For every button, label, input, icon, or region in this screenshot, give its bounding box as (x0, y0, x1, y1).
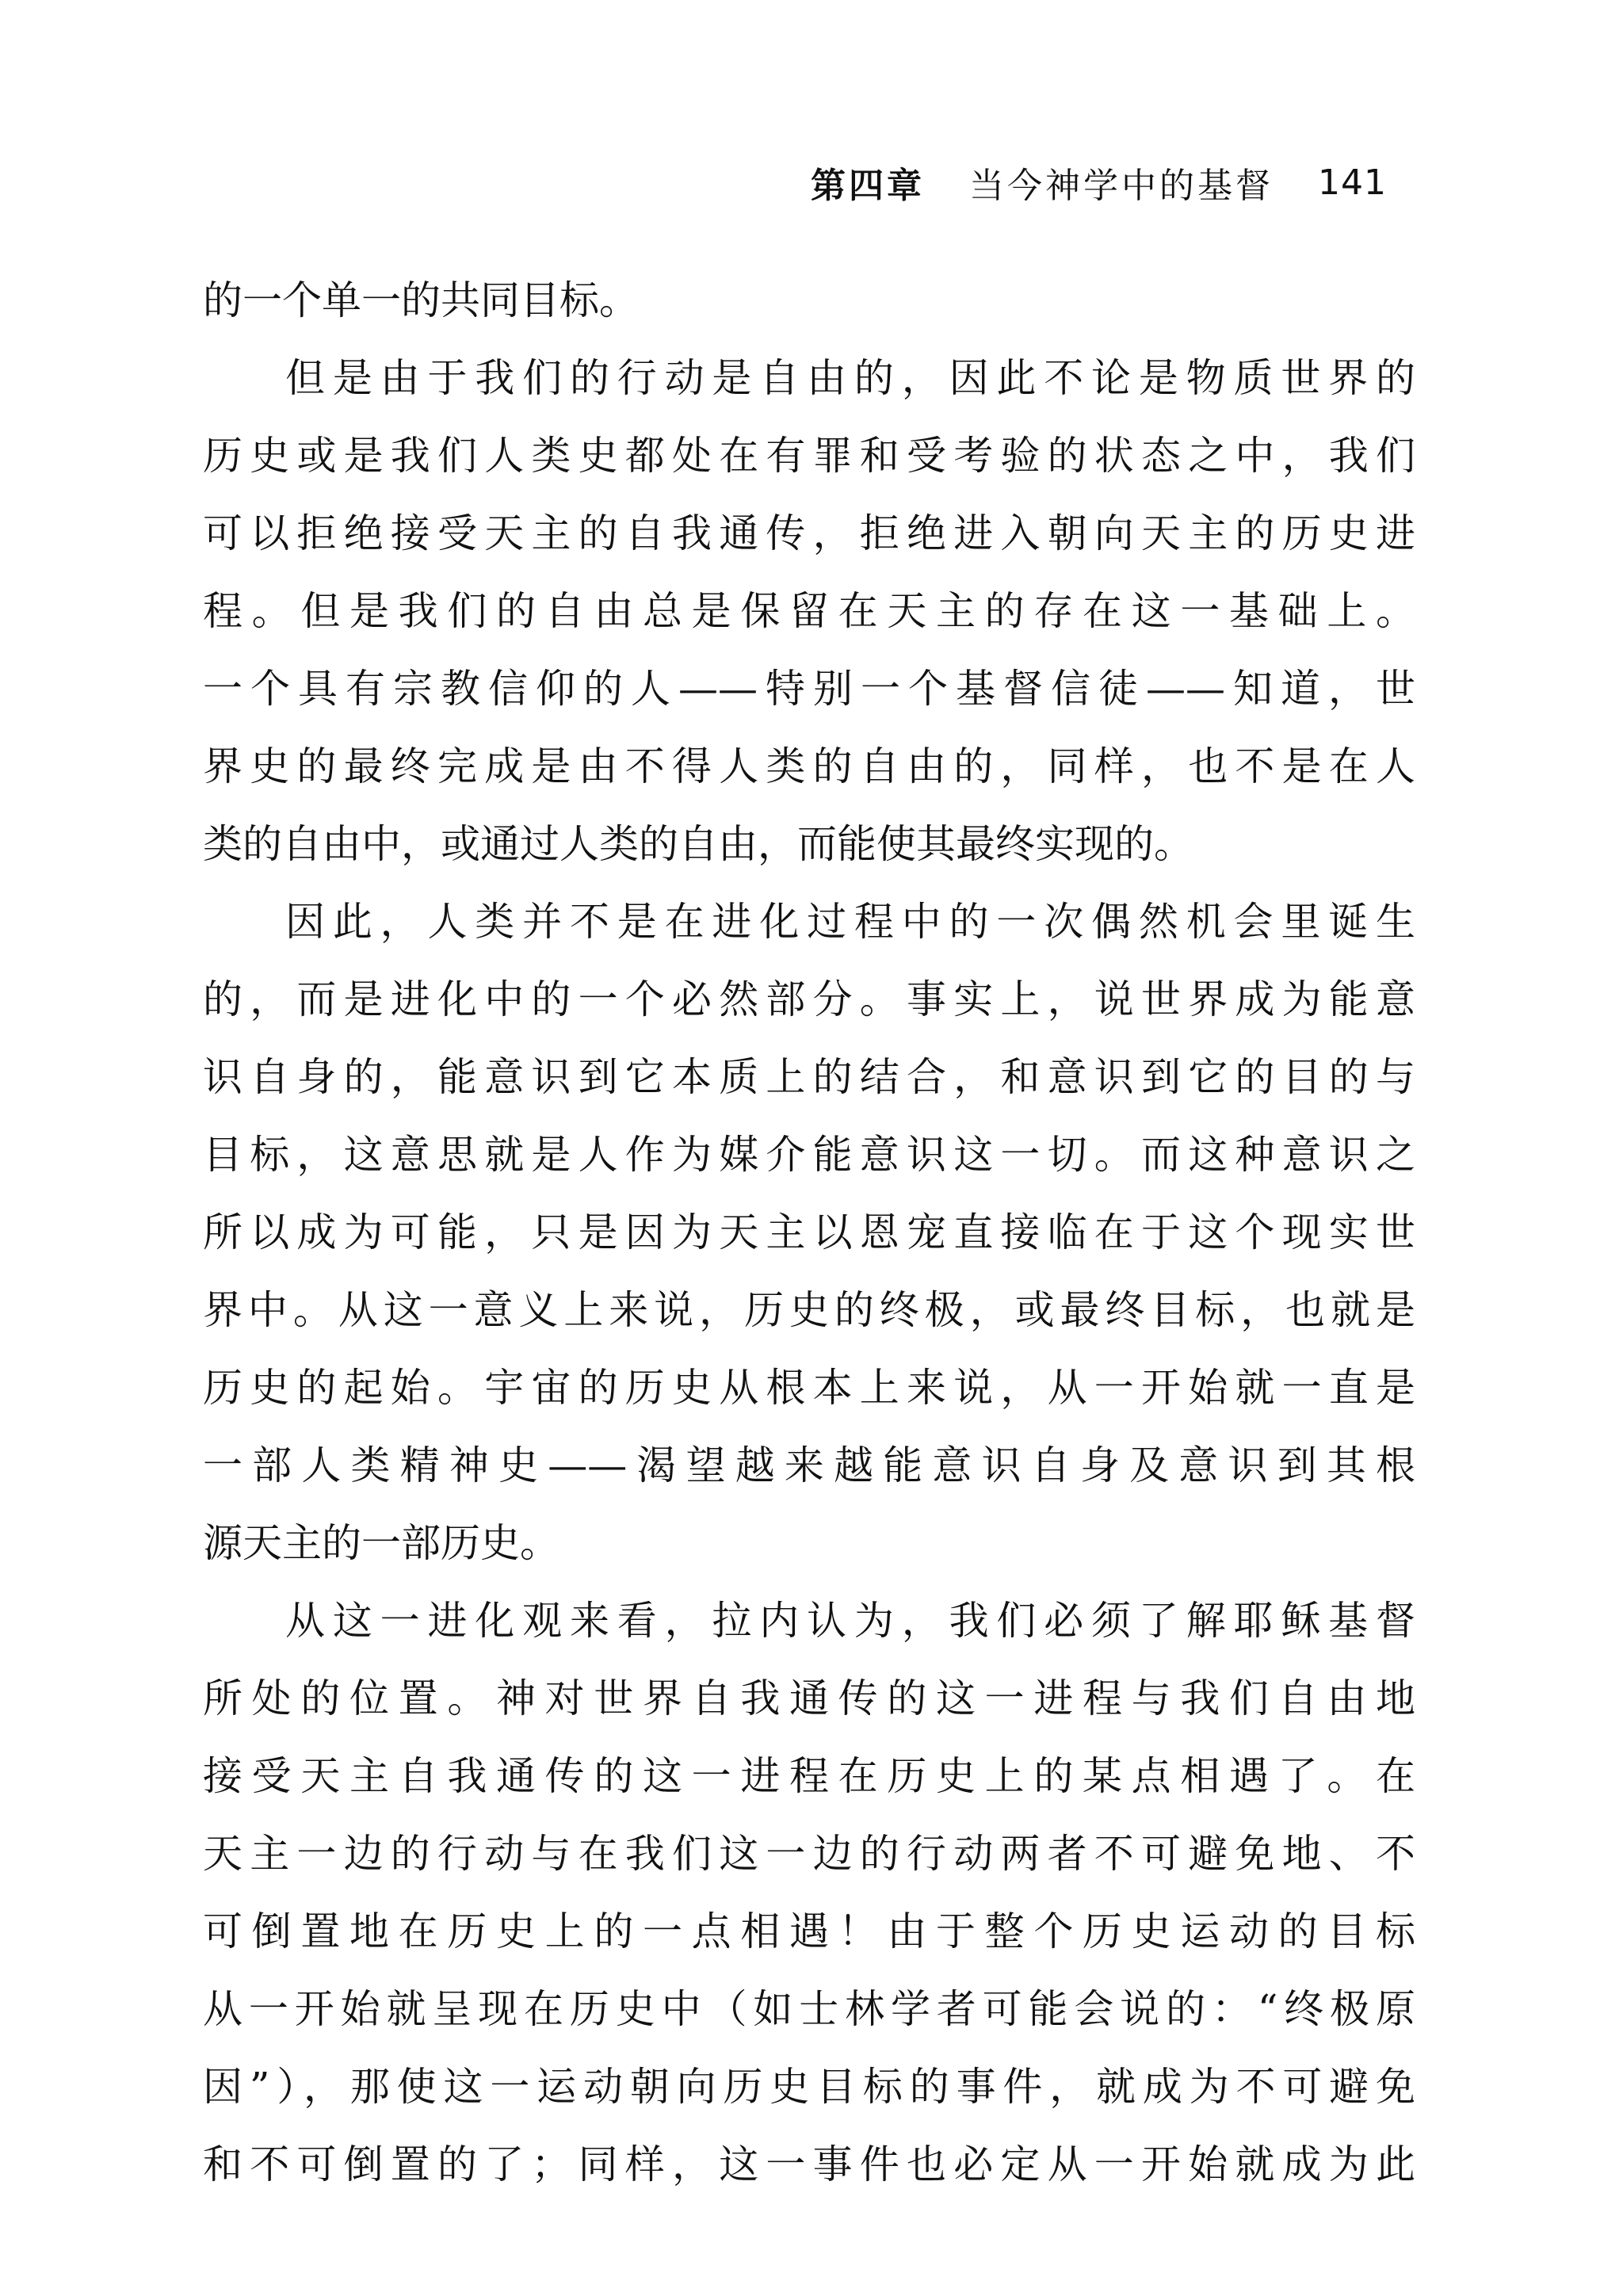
chapter-label: 第四章 (811, 166, 926, 206)
text-line: 识自身的，能意识到它本质上的结合，和意识到它的目的与 (203, 1054, 1415, 1100)
text-line: 从一开始就呈现在历史中（如士林学者可能会说的：“终极原 (203, 1986, 1415, 2032)
text-line: 源天主的一部历史。 (203, 1520, 559, 1566)
text-line: 界中。从这一意义上来说，历史的终极，或最终目标，也就是 (203, 1287, 1415, 1333)
page-number: 141 (1318, 162, 1387, 203)
text-line: 所以成为可能，只是因为天主以恩宠直接临在于这个现实世 (203, 1209, 1415, 1255)
text-line: 一个具有宗教信仰的人——特别一个基督信徒——知道，世 (203, 666, 1415, 712)
text-line: 接受天主自我通传的这一进程在历史上的某点相遇了。在 (203, 1753, 1415, 1799)
text-line: 历史的起始。宇宙的历史从根本上来说，从一开始就一直是 (203, 1365, 1415, 1411)
text-line: 从这一进化观来看，拉内认为，我们必须了解耶稣基督 (285, 1598, 1415, 1644)
text-line: 所处的位置。神对世界自我通传的这一进程与我们自由地 (203, 1675, 1415, 1721)
text-line: 历史或是我们人类史都处在有罪和受考验的状态之中，我们 (203, 433, 1415, 479)
text-line: 界史的最终完成是由不得人类的自由的，同样，也不是在人 (203, 743, 1415, 789)
text-line: 可倒置地在历史上的一点相遇！由于整个历史运动的目标 (203, 1908, 1415, 1954)
running-head (761, 151, 1387, 214)
text-line: 程。但是我们的自由总是保留在天主的存在这一基础上。 (203, 588, 1415, 634)
body-text (203, 262, 1415, 2203)
text-line: 因此，人类并不是在进化过程中的一次偶然机会里诞生 (285, 899, 1415, 945)
chapter-title: 当今神学中的基督 (969, 166, 1274, 206)
text-line: 但是由于我们的行动是自由的，因此不论是物质世界的 (285, 355, 1415, 401)
text-line: 类的自由中，或通过人类的自由，而能使其最终实现的。 (203, 821, 1193, 867)
text-line: 和不可倒置的了；同样，这一事件也必定从一开始就成为此 (203, 2141, 1415, 2187)
text-line: 的一个单一的共同目标。 (203, 277, 639, 323)
text-line: 可以拒绝接受天主的自我通传，拒绝进入朝向天主的历史进 (203, 510, 1415, 556)
text-line: 因”），那使这一运动朝向历史目标的事件，就成为不可避免 (203, 2064, 1415, 2110)
text-line: 的，而是进化中的一个必然部分。事实上，说世界成为能意 (203, 976, 1415, 1022)
text-line: 目标，这意思就是人作为媒介能意识这一切。而这种意识之 (203, 1132, 1415, 1178)
text-line: 天主一边的行动与在我们这一边的行动两者不可避免地、不 (203, 1831, 1415, 1877)
text-line: 一部人类精神史——渴望越来越能意识自身及意识到其根 (203, 1442, 1415, 1488)
